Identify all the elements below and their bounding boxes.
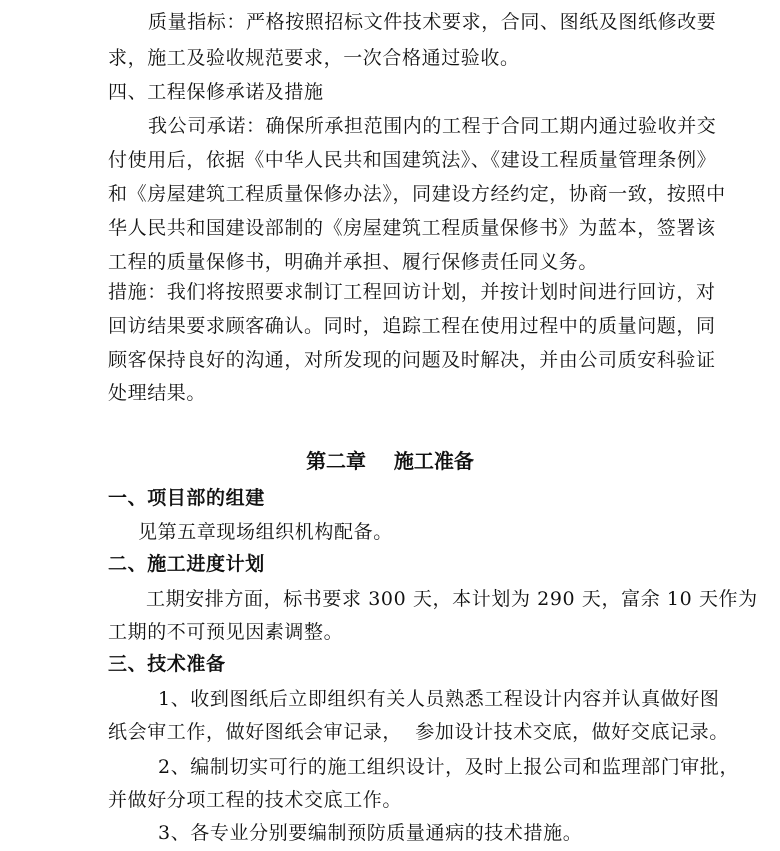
commitment-line-1: 我公司承诺：确保所承担范围内的工程于合同工期内通过验收并交: [148, 115, 717, 137]
commitment-line-4: 华人民共和国建设部制的《房屋建筑工程质量保修书》为蓝本，签署该: [108, 217, 716, 239]
s3-heading: 三、技术准备: [108, 653, 226, 675]
measures-line-4: 处理结果。: [108, 382, 207, 404]
s3-item-3-line-1: 3、各专业分别要编制预防质量通病的技术措施。: [158, 822, 583, 844]
s3-item-1-line-1: 1、收到图纸后立即组织有关人员熟悉工程设计内容并认真做好图: [158, 688, 720, 710]
s3-item-1-line-2: 纸会审工作，做好图纸会审记录， 参加设计技术交底，做好交底记录。: [108, 721, 729, 743]
s3-item-2-line-2: 并做好分项工程的技术交底工作。: [108, 789, 403, 811]
measures-line-3: 顾客保持良好的沟通，对所发现的问题及时解决，并由公司质安科验证: [108, 349, 716, 371]
measures-line-2: 回访结果要求顾客确认。同时，追踪工程在使用过程中的质量问题，同: [108, 315, 716, 337]
s2-heading: 二、施工进度计划: [108, 553, 265, 575]
s2-line-1: 工期安排方面，标书要求 300 天，本计划为 290 天，富余 10 天作为: [146, 588, 758, 610]
s1-text: 见第五章现场组织机构配备。: [138, 521, 393, 543]
s3-item-2-line-1: 2、编制切实可行的施工组织设计，及时上报公司和监理部门审批，: [158, 756, 740, 778]
measures-line-1: 措施：我们将按照要求制订工程回访计划，并按计划时间进行回访，对: [108, 281, 716, 303]
commitment-line-5: 工程的质量保修书，明确并承担、履行保修责任同义务。: [108, 251, 599, 273]
warranty-heading: 四、工程保修承诺及措施: [108, 81, 324, 103]
commitment-line-2: 付使用后，依据《中华人民共和国建筑法》、《建设工程质量管理条例》: [108, 149, 717, 171]
s1-heading: 一、项目部的组建: [108, 487, 265, 509]
s2-line-2: 工期的不可预见因素调整。: [108, 621, 344, 643]
quality-line-2: 求，施工及验收规范要求，一次合格通过验收。: [108, 47, 520, 69]
quality-line-1: 质量指标：严格按照招标文件技术要求，合同、图纸及图纸修改要: [148, 11, 717, 33]
commitment-line-3: 和《房屋建筑工程质量保修办法》，同建设方经约定，协商一致，按照中: [108, 183, 726, 205]
chapter-title: 第二章 施工准备: [306, 449, 474, 473]
